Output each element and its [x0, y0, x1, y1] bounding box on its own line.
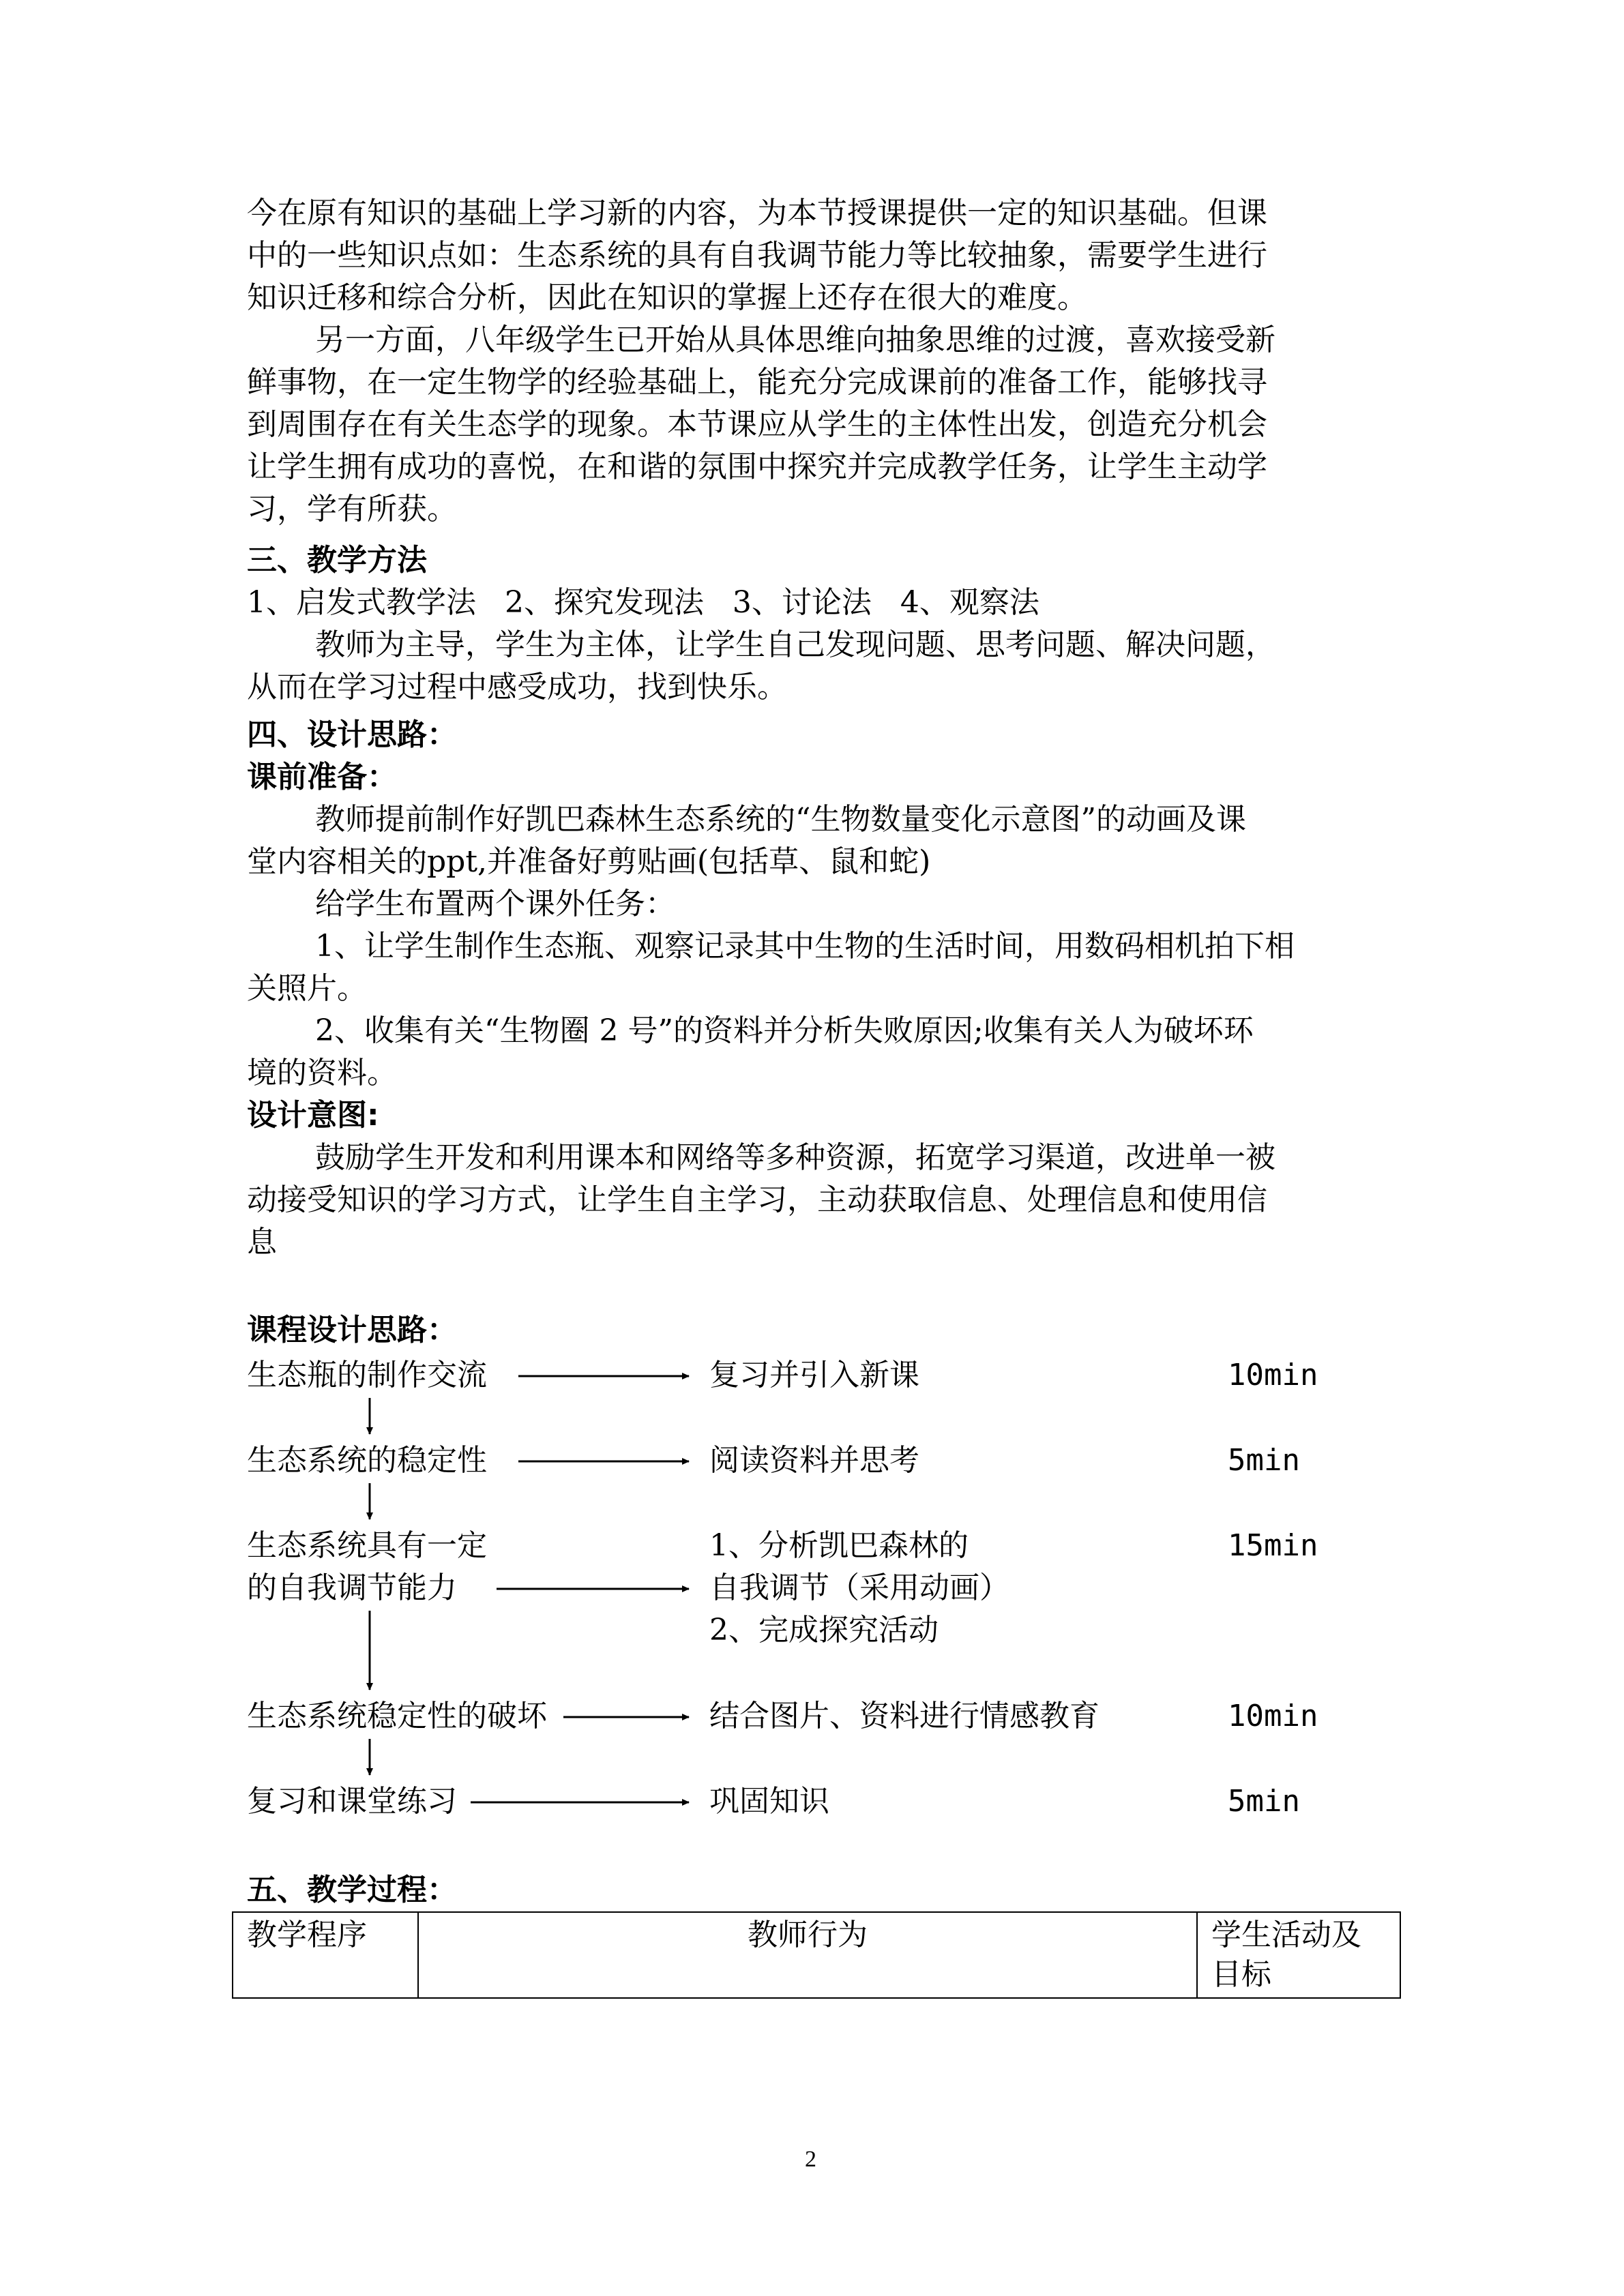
table-header-cell: [233, 1912, 418, 1998]
header-goal: 目标: [1211, 1957, 1271, 1992]
paragraph-line: 1、让学生制作生态瓶、观察记录其中生物的生活时间，用数码相机拍下相: [315, 929, 1295, 964]
page-number: 2: [805, 2147, 816, 2172]
flow-step-left: 生态瓶的制作交流: [247, 1358, 487, 1392]
section-heading: 五、教学过程：: [247, 1873, 457, 1907]
paragraph-line: 息: [247, 1225, 277, 1259]
table-header-row: [233, 1912, 1400, 1998]
header-teacher-action: 教师行为: [748, 1918, 868, 1952]
paragraph-line: 境的资料。: [247, 1056, 397, 1090]
flow-step-time: 10min: [1228, 1699, 1318, 1733]
paragraph-line: 给学生布置两个课外任务：: [315, 886, 675, 921]
flow-step-right: 复习并引入新课: [709, 1358, 919, 1392]
paragraph-line: 鲜事物，在一定生物学的经验基础上，能充分完成课前的准备工作，能够找寻: [247, 365, 1267, 400]
paragraph-line: 中的一些知识点如：生态系统的具有自我调节能力等比较抽象，需要学生进行: [247, 238, 1267, 273]
teaching-process-table: [232, 1911, 1401, 1999]
flow-step-right: 自我调节（采用动画）: [709, 1570, 1009, 1605]
flow-step-left: 的自我调节能力: [247, 1570, 457, 1605]
paragraph-line: 让学生拥有成功的喜悦，在和谐的氛围中探究并完成教学任务，让学生主动学: [247, 449, 1267, 484]
paragraph-line: 今在原有知识的基础上学习新的内容，为本节授课提供一定的知识基础。但课: [247, 196, 1267, 230]
flow-step-time: 5min: [1228, 1784, 1300, 1819]
flow-step-time: 10min: [1228, 1358, 1318, 1392]
flow-step-right: 结合图片、资料进行情感教育: [709, 1699, 1099, 1733]
flow-step-right: 阅读资料并思考: [709, 1443, 919, 1478]
paragraph-line: 从而在学习过程中感受成功，找到快乐。: [247, 670, 787, 704]
paragraph-line: 习，学有所获。: [247, 492, 457, 526]
header-student-activity: 学生活动及: [1211, 1918, 1361, 1952]
subheading: 设计意图:: [247, 1098, 379, 1133]
paragraph-line: 到周围存在有关生态学的现象。本节课应从学生的主体性出发，创造充分机会: [247, 407, 1267, 442]
section-heading: 四、设计思路：: [247, 717, 457, 752]
paragraph-line: 动接受知识的学习方式，让学生自主学习，主动获取信息、处理信息和使用信: [247, 1182, 1267, 1217]
flow-step-time: 15min: [1228, 1528, 1318, 1563]
section-heading: 三、教学方法: [247, 543, 427, 578]
header-procedure: 教学程序: [247, 1918, 367, 1952]
paragraph-line: 教师提前制作好凯巴森林生态系统的“生物数量变化示意图”的动画及课: [315, 802, 1246, 837]
table-header-cell: [1197, 1912, 1400, 1998]
table-header-cell: [418, 1912, 1197, 1998]
flow-step-right: 1、分析凯巴森林的: [709, 1528, 969, 1563]
flow-step-right: 巩固知识: [709, 1784, 829, 1819]
paragraph-line: 堂内容相关的ppt,并准备好剪贴画(包括草、鼠和蛇): [247, 844, 931, 879]
flow-step-time: 5min: [1228, 1443, 1300, 1478]
subheading: 课程设计思路：: [247, 1313, 457, 1347]
paragraph-line: 2、收集有关“生物圈 2 号”的资料并分析失败原因;收集有关人为破坏环: [315, 1013, 1254, 1048]
paragraph-line: 鼓励学生开发和利用课本和网络等多种资源，拓宽学习渠道，改进单一被: [315, 1140, 1275, 1175]
flow-step-left: 生态系统稳定性的破坏: [247, 1699, 547, 1733]
paragraph-line: 教师为主导，学生为主体，让学生自己发现问题、思考问题、解决问题，: [315, 627, 1275, 662]
paragraph-line: 另一方面，八年级学生已开始从具体思维向抽象思维的过渡，喜欢接受新: [315, 323, 1275, 357]
flow-step-left: 生态系统的稳定性: [247, 1443, 487, 1478]
paragraph-line: 关照片。: [247, 971, 367, 1006]
subheading: 课前准备：: [247, 760, 397, 794]
flow-step-left: 生态系统具有一定: [247, 1528, 487, 1563]
flow-step-right: 2、完成探究活动: [709, 1613, 939, 1648]
paragraph-line: 知识迁移和综合分析，因此在知识的掌握上还存在很大的难度。: [247, 280, 1087, 315]
methods-list: 1、启发式教学法 2、探究发现法 3、讨论法 4、观察法: [247, 585, 1039, 620]
flow-step-left: 复习和课堂练习: [247, 1784, 457, 1819]
